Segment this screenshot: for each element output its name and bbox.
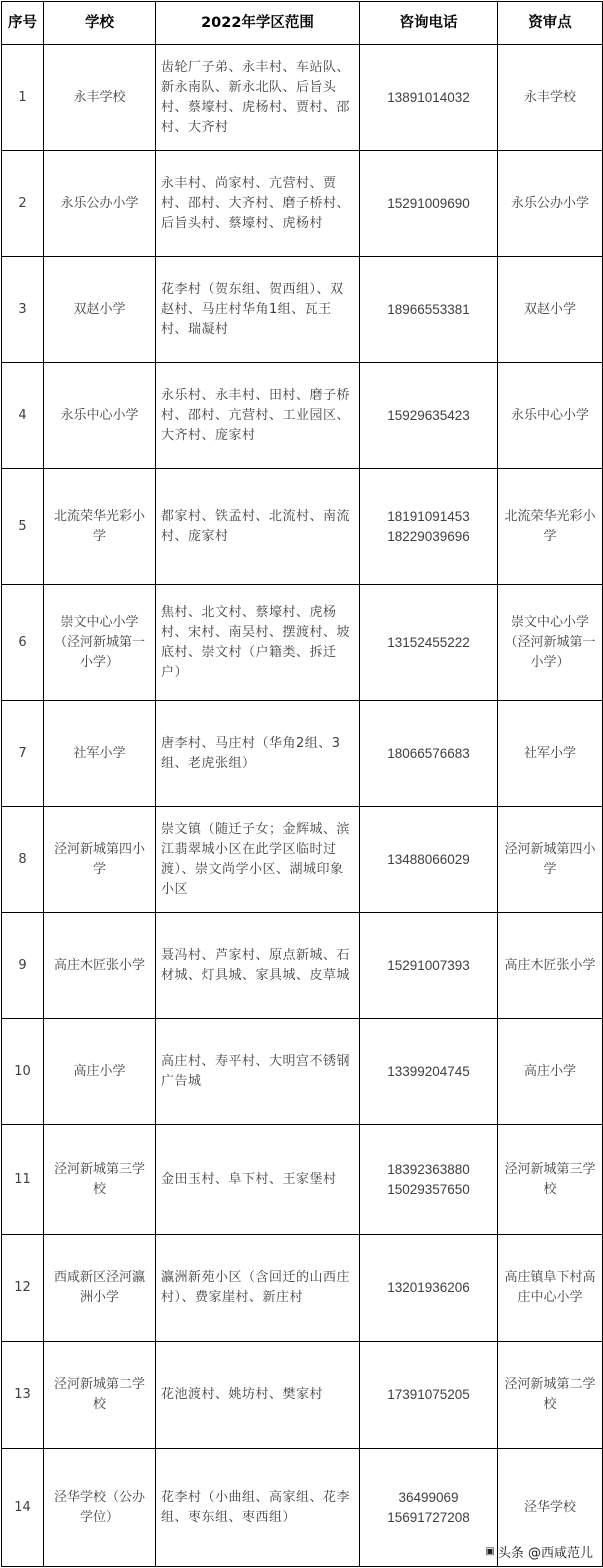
- row-review: 永丰学校: [498, 45, 603, 151]
- header-range: 2022年学区范围: [156, 2, 360, 45]
- row-index: 1: [2, 45, 44, 151]
- table-row: [2, 807, 603, 913]
- row-range: 永丰村、尚家村、亢营村、贾村、邵村、大齐村、磨子桥村、后旨头村、蔡壕村、虎杨村: [156, 151, 360, 257]
- row-phone: [360, 913, 498, 1019]
- phone-number: 17391075205: [387, 1387, 470, 1402]
- row-phone: [360, 45, 498, 151]
- table-row: [2, 257, 603, 363]
- table-row: [2, 151, 603, 257]
- row-range: 齿轮厂子弟、永丰村、车站队、新永南队、新永北队、后旨头村、蔡壕村、虎杨村、贾村、邵村、大齐村: [156, 45, 360, 151]
- row-phone: [360, 363, 498, 469]
- table-header-row: [2, 2, 603, 45]
- row-index: 3: [2, 257, 44, 363]
- row-school: 永丰学校: [44, 45, 156, 151]
- row-index: 5: [2, 469, 44, 585]
- phone-number: 18392363880: [387, 1161, 470, 1177]
- table-row: [2, 913, 603, 1019]
- row-phone: [360, 1019, 498, 1125]
- watermark-text: 头条 @西咸范儿: [497, 1546, 593, 1561]
- phone-number-secondary: 15691727208: [387, 1509, 470, 1525]
- row-school: 泾河新城第四小学: [44, 807, 156, 913]
- phone-number: 18966553381: [387, 301, 470, 317]
- row-review: 泾河新城第三学校: [498, 1125, 603, 1235]
- row-index: 14: [2, 1449, 44, 1567]
- row-range: 永乐村、永丰村、田村、磨子桥村、邵村、亢营村、工业园区、大齐村、庞家村: [156, 363, 360, 469]
- row-review: 社军小学: [498, 701, 603, 807]
- row-review: 高庄小学: [498, 1019, 603, 1125]
- row-school: 泾河新城第三学校: [44, 1125, 156, 1235]
- row-range: 唐李村、马庄村（华角2组、3组、老虎张组）: [156, 701, 360, 807]
- row-review: 泾河新城第四小学: [498, 807, 603, 913]
- row-index: 12: [2, 1235, 44, 1342]
- row-range: 花池渡村、姚坊村、樊家村: [156, 1342, 360, 1449]
- table-row: [2, 1235, 603, 1342]
- table-row: [2, 585, 603, 701]
- row-school: 泾河新城第二学校: [44, 1342, 156, 1449]
- row-range: 瀛洲新苑小区（含回迁的山西庄村）、费家崖村、新庄村: [156, 1235, 360, 1342]
- row-range: 崇文镇（随迁子女；金辉城、滨江翡翠城小区在此学区临时过渡）、崇文尚学小区、湖城印象小区: [156, 807, 360, 913]
- row-range: 聂冯村、芦家村、原点新城、石材城、灯具城、家具城、皮草城: [156, 913, 360, 1019]
- row-school: 泾华学校（公办学位）: [44, 1449, 156, 1567]
- row-index: 8: [2, 807, 44, 913]
- row-index: 13: [2, 1342, 44, 1449]
- table-row: [2, 1125, 603, 1235]
- row-school: 永乐公办小学: [44, 151, 156, 257]
- row-school: 双赵小学: [44, 257, 156, 363]
- row-phone: [360, 1125, 498, 1235]
- row-review: 双赵小学: [498, 257, 603, 363]
- row-school: 北流荣华光彩小学: [44, 469, 156, 585]
- row-index: 2: [2, 151, 44, 257]
- row-review: 泾华学校: [498, 1449, 603, 1567]
- phone-number: 13201936206: [387, 1280, 470, 1295]
- row-index: 4: [2, 363, 44, 469]
- row-range: 金田玉村、阜下村、王家堡村: [156, 1125, 360, 1235]
- phone-number: 13891014032: [387, 89, 470, 105]
- row-school: 社军小学: [44, 701, 156, 807]
- phone-number: 15929635423: [387, 407, 470, 423]
- phone-number-secondary: 15029357650: [387, 1181, 470, 1197]
- row-index: 9: [2, 913, 44, 1019]
- row-index: 10: [2, 1019, 44, 1125]
- row-phone: [360, 807, 498, 913]
- table-row: [2, 1342, 603, 1449]
- row-review: 崇文中心小学（泾河新城第一小学）: [498, 585, 603, 701]
- row-index: 11: [2, 1125, 44, 1235]
- row-school: 永乐中心小学: [44, 363, 156, 469]
- row-review: 高庄镇阜下村高庄中心小学: [498, 1235, 603, 1342]
- row-range: 都家村、铁孟村、北流村、南流村、庞家村: [156, 469, 360, 585]
- header-school: 学校: [44, 2, 156, 45]
- phone-number: 13488066029: [387, 851, 470, 867]
- row-phone: [360, 701, 498, 807]
- phone-number: 18191091453: [387, 508, 470, 524]
- phone-number: 36499069: [398, 1489, 459, 1505]
- row-index: 7: [2, 701, 44, 807]
- row-phone: [360, 1235, 498, 1342]
- row-school: 西咸新区泾河瀛洲小学: [44, 1235, 156, 1342]
- row-review: 高庄木匠张小学: [498, 913, 603, 1019]
- row-school: 高庄木匠张小学: [44, 913, 156, 1019]
- phone-number: 18066576683: [387, 745, 470, 761]
- phone-number-secondary: 18229039696: [387, 528, 470, 544]
- row-phone: [360, 469, 498, 585]
- row-range: 高庄村、寿平村、大明宫不锈钢广告城: [156, 1019, 360, 1125]
- table-row: [2, 1019, 603, 1125]
- row-phone: [360, 1342, 498, 1449]
- row-review: 北流荣华光彩小学: [498, 469, 603, 585]
- school-district-table: [1, 1, 603, 1567]
- row-phone: [360, 151, 498, 257]
- watermark: [485, 1542, 593, 1561]
- header-phone: 咨询电话: [360, 2, 498, 45]
- header-index: 序号: [2, 2, 44, 45]
- phone-number: 15291009690: [387, 195, 470, 211]
- table-row: [2, 469, 603, 585]
- row-review: 泾河新城第二学校: [498, 1342, 603, 1449]
- table-row: [2, 363, 603, 469]
- row-range: 花李村（贺东组、贺西组）、双赵村、马庄村华角1组、瓦王村、瑞凝村: [156, 257, 360, 363]
- phone-number: 13399204745: [387, 1063, 470, 1079]
- phone-number: 15291007393: [387, 957, 470, 973]
- row-range: 焦村、北文村、蔡壕村、虎杨村、宋村、南吴村、摆渡村、坡底村、崇文村（户籍类、拆迁户）: [156, 585, 360, 701]
- row-review: 永乐中心小学: [498, 363, 603, 469]
- row-index: 6: [2, 585, 44, 701]
- table-row: [2, 45, 603, 151]
- header-review: 资审点: [498, 2, 603, 45]
- row-range: 花李村（小曲组、高家组、花李组、枣东组、枣西组）: [156, 1449, 360, 1567]
- row-school: 高庄小学: [44, 1019, 156, 1125]
- row-phone: [360, 1449, 498, 1567]
- row-school: 崇文中心小学（泾河新城第一小学）: [44, 585, 156, 701]
- row-phone: [360, 585, 498, 701]
- toutiao-logo-icon: ▣: [485, 1546, 495, 1557]
- row-review: 永乐公办小学: [498, 151, 603, 257]
- row-phone: [360, 257, 498, 363]
- table-row: [2, 701, 603, 807]
- phone-number: 13152455222: [387, 634, 470, 650]
